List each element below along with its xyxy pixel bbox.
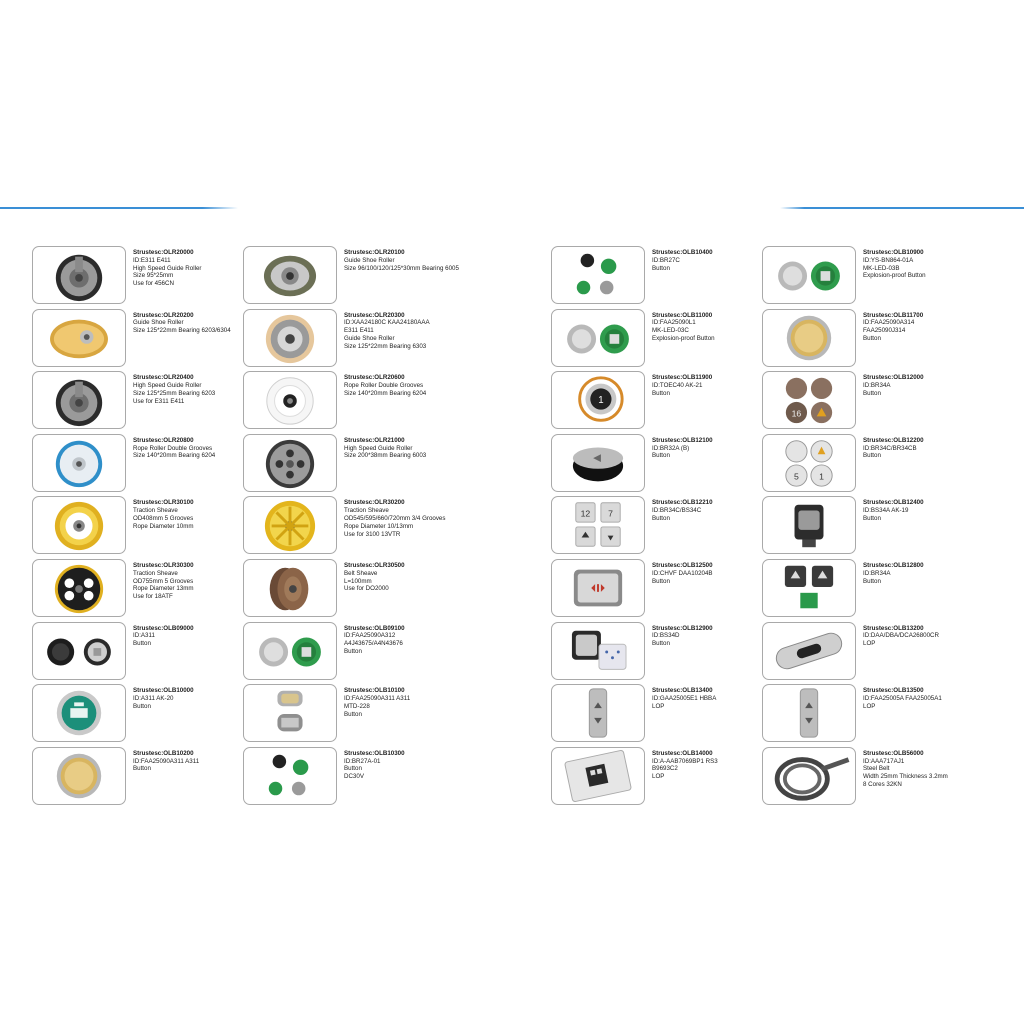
product-details [133, 562, 245, 601]
button-stack-icon [244, 685, 336, 741]
product-spec-line: Use for 456CN [133, 280, 174, 288]
product-spec-line: A4J43675/A4N43676 [344, 640, 403, 648]
product-details [652, 374, 764, 397]
catalog-column [762, 246, 967, 809]
product-spec-line: Button [863, 452, 881, 460]
product-photo [551, 496, 645, 554]
product-spec-line: Button [652, 452, 670, 460]
product-spec-line: Size 96/100/120/125*30mm Bearing 6005 [344, 264, 459, 272]
product-photo [762, 747, 856, 805]
product-code: Strustesc:OLB09100 [344, 624, 405, 632]
button-pcb-icon [244, 623, 336, 679]
small-buttons-icon [552, 247, 644, 303]
product-photo [762, 559, 856, 617]
product-code: Strustesc:OLR20100 [344, 249, 405, 256]
product-spec-line: Button [652, 389, 670, 397]
product-photo [243, 309, 337, 367]
product-code: Strustesc:OLB13400 [652, 687, 713, 695]
product-spec-line: High Speed Guide Roller [133, 381, 202, 389]
product-code: Strustesc:OLB10300 [344, 749, 405, 757]
wired-button-icon [552, 372, 644, 428]
product-spec-line: Use for E311 E411 [133, 397, 185, 405]
catalog-column [551, 246, 756, 809]
product-spec-line: Size 125*22mm Bearing 6303 [344, 342, 427, 350]
product-spec-line: Explosion-proof Button [863, 272, 926, 280]
white-roller-icon [244, 372, 336, 428]
product-code: Strustesc:OLB13500 [863, 687, 924, 695]
product-spec-line: ID:FAA25005A FAA25005A1 [863, 694, 942, 702]
product-code: Strustesc:OLR30100 [133, 499, 194, 507]
product-spec-line: ID:GAA25005E1 HBBA [652, 694, 717, 702]
product-spec-line: Traction Sheave [133, 569, 178, 577]
product-code: Strustesc:OLB10400 [652, 249, 713, 256]
product-item [243, 309, 448, 372]
product-details [863, 312, 975, 343]
product-spec-line: ID:CHVF DAA10204B [652, 569, 713, 577]
product-spec-line: ID:YS-BN864-01A [863, 256, 914, 264]
product-details [133, 687, 245, 710]
product-spec-line: ID:BR27A-01 [344, 757, 381, 765]
product-code: Strustesc:OLB10200 [133, 749, 194, 757]
guide-roller-icon [33, 247, 125, 303]
product-photo [551, 684, 645, 742]
product-photo [243, 747, 337, 805]
product-item [243, 246, 459, 309]
product-spec-line: Use for 3100 13VTR [344, 530, 401, 538]
gold-button-icon [33, 748, 125, 804]
black-sheave-icon [33, 560, 125, 616]
product-item [243, 747, 448, 810]
product-spec-line: Size 140*20mm Bearing 6204 [344, 389, 427, 397]
small-buttons-icon [244, 748, 336, 804]
product-code: Strustesc:OLB12900 [652, 624, 713, 632]
product-spec-line: Rope Roller Double Grooves [133, 444, 213, 452]
product-photo [32, 559, 126, 617]
product-photo [32, 496, 126, 554]
blue-roller-icon [33, 435, 125, 491]
product-details [652, 249, 764, 272]
product-details [863, 374, 975, 397]
product-code: Strustesc:OLR20800 [133, 436, 194, 444]
product-spec-line: Button [652, 640, 670, 648]
product-code: Strustesc:OLB12400 [863, 499, 924, 507]
product-spec-line: High Speed Guide Roller [133, 264, 202, 272]
product-code: Strustesc:OLR20000 [133, 249, 194, 256]
product-item [762, 684, 967, 747]
product-photo [243, 496, 337, 554]
product-item [243, 684, 448, 747]
product-item [762, 622, 967, 685]
product-code: Strustesc:OLR30200 [344, 499, 405, 507]
product-spec-line: Traction Sheave [344, 507, 389, 515]
product-photo [32, 309, 126, 367]
product-photo [762, 496, 856, 554]
product-spec-line: MTD-228 [344, 702, 370, 710]
product-details [344, 437, 456, 460]
product-details [133, 437, 245, 460]
product-item [551, 496, 756, 559]
product-spec-line: 8 Cores 32KN [863, 780, 902, 788]
product-spec-line: Guide Shoe Roller [133, 319, 184, 327]
square-keys-icon [552, 497, 644, 553]
product-spec-line: OD755mm 5 Grooves [133, 577, 194, 585]
product-spec-line: Size 140*20mm Bearing 6204 [133, 452, 216, 460]
product-details [133, 374, 245, 405]
product-spec-line: ID:FAA25090A312 [344, 632, 396, 640]
product-code: Strustesc:OLB10900 [863, 249, 924, 256]
product-item [762, 747, 967, 810]
product-spec-line: Button [652, 264, 670, 272]
yellow-roller-icon [33, 310, 125, 366]
product-spec-line: MK-LED-03C [652, 327, 689, 335]
product-spec-line: ID:A311 AK-20 [133, 694, 174, 702]
product-spec-line: ID:BR34C/BR34CB [863, 444, 917, 452]
gold-button-icon [763, 310, 855, 366]
product-details [863, 562, 975, 585]
lop-vertical-icon [552, 685, 644, 741]
clear-buttons-icon [763, 435, 855, 491]
product-item [32, 371, 237, 434]
product-spec-line: FAA25090J314 [863, 327, 906, 335]
yellow-sheave-icon [244, 497, 336, 553]
black-module-icon [763, 497, 855, 553]
product-details [344, 312, 456, 351]
product-spec-line: E311 E411 [344, 327, 374, 335]
product-details [344, 374, 456, 397]
brown-buttons-icon [763, 372, 855, 428]
green-button-icon [33, 685, 125, 741]
product-details [344, 499, 456, 538]
product-item [551, 559, 756, 622]
catalog-column [243, 246, 459, 809]
product-spec-line: Button [652, 514, 670, 522]
product-code: Strustesc:OLR20200 [133, 311, 194, 319]
product-photo [243, 371, 337, 429]
product-spec-line: LOP [863, 702, 876, 710]
button-pcb-icon [552, 310, 644, 366]
product-spec-line: Rope Diameter 13mm [133, 585, 194, 593]
product-code: Strustesc:OLB12100 [652, 436, 713, 444]
product-code: Strustesc:OLB11700 [863, 311, 924, 319]
product-details [652, 437, 764, 460]
product-spec-line: Button [863, 389, 881, 397]
product-photo [32, 684, 126, 742]
product-details [652, 562, 764, 585]
product-details [344, 625, 456, 656]
product-photo [243, 246, 337, 304]
product-code: Strustesc:OLB14000 [652, 749, 713, 757]
product-item [551, 309, 756, 372]
svg-text:7: 7 [608, 508, 613, 519]
product-spec-line: ID:FAA25090L1 [652, 319, 696, 327]
product-item [32, 559, 237, 622]
product-item [762, 434, 967, 497]
product-photo [762, 309, 856, 367]
product-photo [551, 246, 645, 304]
door-button-icon [552, 560, 644, 616]
button-pair-icon [33, 623, 125, 679]
product-spec-line: High Speed Guide Roller [344, 444, 413, 452]
product-photo [551, 434, 645, 492]
product-code: Strustesc:OLB12200 [863, 436, 924, 444]
product-spec-line: LOP [863, 640, 876, 648]
product-details [863, 687, 975, 710]
product-details [652, 499, 764, 522]
svg-text:5: 5 [794, 471, 799, 482]
traction-sheave-icon [33, 497, 125, 553]
product-spec-line: ID:DAA/DBA/DCA26800CR [863, 632, 939, 640]
product-spec-line: OD545/595/660/720mm 3/4 Grooves [344, 514, 446, 522]
product-details [344, 249, 459, 272]
product-photo [551, 559, 645, 617]
product-details [344, 750, 456, 781]
product-details [652, 625, 764, 648]
product-spec-line: ID:BR32A (B) [652, 444, 690, 452]
button-pcb-icon [763, 247, 855, 303]
product-item [762, 246, 967, 309]
product-photo [551, 747, 645, 805]
arrow-buttons-icon [763, 560, 855, 616]
product-code: Strustesc:OLB10000 [133, 687, 194, 695]
product-code: Strustesc:OLR21000 [344, 436, 405, 444]
header-rule-right [780, 207, 1024, 209]
product-spec-line: Rope Diameter 10mm [133, 522, 194, 530]
product-spec-line: Guide Shoe Roller [344, 334, 395, 342]
lop-plate-icon [552, 748, 644, 804]
product-code: Strustesc:OLR30500 [344, 561, 405, 569]
product-spec-line: ID:TOEC40 AK-21 [652, 381, 703, 389]
product-spec-line: LOP [652, 773, 665, 781]
product-details [863, 249, 975, 280]
round-arrow-button-icon [552, 435, 644, 491]
product-photo [243, 684, 337, 742]
product-item [762, 309, 967, 372]
product-spec-line: MK-LED-03B [863, 264, 900, 272]
product-details [863, 750, 975, 789]
bearing-roller-icon [244, 247, 336, 303]
product-photo [551, 309, 645, 367]
lop-oval-icon [763, 623, 855, 679]
product-spec-line: Button [863, 514, 881, 522]
product-photo [243, 622, 337, 680]
product-item [551, 434, 756, 497]
product-code: Strustesc:OLB12000 [863, 374, 924, 382]
svg-text:12: 12 [580, 508, 591, 519]
product-spec-line: ID:BR34A [863, 381, 891, 389]
product-code: Strustesc:OLB12210 [652, 499, 713, 507]
product-spec-line: ID:FAA25090A311 A311 [133, 757, 200, 765]
product-spec-line: Button [133, 765, 151, 773]
product-spec-line: Button [344, 647, 362, 655]
product-spec-line: Rope Roller Double Grooves [344, 381, 424, 389]
product-spec-line: Button [863, 334, 881, 342]
product-details [652, 312, 764, 343]
product-details [133, 312, 245, 335]
product-spec-line: LOP [652, 702, 665, 710]
product-photo [551, 371, 645, 429]
product-spec-line: Button [133, 702, 151, 710]
belt-sheave-icon [244, 560, 336, 616]
product-spec-line: ID:BR27C [652, 256, 680, 264]
product-details [344, 687, 456, 718]
product-spec-line: Button [133, 640, 151, 648]
header-rule-left [0, 207, 238, 209]
product-spec-line: DC30V [344, 773, 364, 781]
product-item [243, 496, 448, 559]
tan-roller-icon [244, 310, 336, 366]
product-spec-line: Size 125*22mm Bearing 6203/6304 [133, 327, 231, 335]
product-spec-line: ID:A311 [133, 632, 155, 640]
product-item [32, 434, 237, 497]
product-photo [32, 371, 126, 429]
product-spec-line: Steel Belt [863, 765, 890, 773]
product-code: Strustesc:OLR20400 [133, 374, 194, 382]
product-photo [243, 559, 337, 617]
product-photo [762, 684, 856, 742]
product-item [551, 246, 756, 309]
product-code: Strustesc:OLB09000 [133, 624, 194, 632]
product-spec-line: ID:BR34C/BS34C [652, 507, 702, 515]
svg-text:1: 1 [819, 471, 824, 482]
product-details [863, 499, 975, 522]
product-item [762, 496, 967, 559]
product-item [551, 684, 756, 747]
product-item [243, 434, 448, 497]
product-photo [762, 371, 856, 429]
product-photo [762, 622, 856, 680]
product-details [133, 750, 245, 773]
product-photo [32, 246, 126, 304]
svg-text:1: 1 [598, 395, 604, 407]
product-code: Strustesc:OLR20300 [344, 311, 405, 319]
product-spec-line: ID:BS34D [652, 632, 680, 640]
product-details [133, 625, 245, 648]
product-spec-line: Explosion-proof Button [652, 334, 715, 342]
product-photo [762, 434, 856, 492]
steel-belt-icon [763, 748, 855, 804]
product-photo [32, 622, 126, 680]
svg-text:16: 16 [791, 408, 802, 419]
spoked-roller-icon [244, 435, 336, 491]
catalog-column [32, 246, 237, 809]
product-details [863, 437, 975, 460]
product-code: Strustesc:OLB13200 [863, 624, 924, 632]
product-item [243, 559, 448, 622]
product-spec-line: Width 25mm Thickness 3.2mm [863, 773, 948, 781]
product-code: Strustesc:OLB11000 [652, 311, 713, 319]
product-spec-line: Belt Sheave [344, 569, 378, 577]
product-details [652, 750, 764, 781]
product-item [32, 747, 237, 810]
product-spec-line: Button [652, 577, 670, 585]
product-spec-line: Rope Diameter 10/13mm [344, 522, 414, 530]
product-spec-line: B9693C2 [652, 765, 678, 773]
product-spec-line: ID:XAA24180C KAA24180AAA [344, 319, 430, 327]
product-item [762, 371, 967, 434]
product-item [243, 622, 448, 685]
product-spec-line: ID:FAA25090A314 [863, 319, 915, 327]
product-code: Strustesc:OLR20600 [344, 374, 405, 382]
product-code: Strustesc:OLB11900 [652, 374, 713, 382]
product-code: Strustesc:OLB12500 [652, 561, 713, 569]
lop-vertical-icon [763, 685, 855, 741]
square-button-pcb-icon [552, 623, 644, 679]
product-photo [32, 747, 126, 805]
product-code: Strustesc:OLB10100 [344, 687, 405, 695]
product-spec-line: Use for DO2000 [344, 585, 389, 593]
product-spec-line: Traction Sheave [133, 507, 178, 515]
product-item [762, 559, 967, 622]
product-spec-line: Button [344, 765, 362, 773]
product-spec-line: ID:E311 E411 [133, 256, 171, 264]
product-spec-line: ID:FAA25090A311 A311 [344, 694, 411, 702]
product-item [32, 622, 237, 685]
product-spec-line: Use for 18ATF [133, 593, 173, 601]
product-details [652, 687, 764, 710]
product-photo [762, 246, 856, 304]
product-details [133, 249, 245, 288]
product-code: Strustesc:OLR30300 [133, 561, 194, 569]
product-photo [551, 622, 645, 680]
product-item [32, 684, 237, 747]
product-item [243, 371, 448, 434]
product-item [551, 747, 756, 810]
product-details [133, 499, 245, 530]
guide-roller-icon [33, 372, 125, 428]
product-spec-line: ID:BS34A AK-19 [863, 507, 909, 515]
product-spec-line: Button [344, 710, 362, 718]
product-spec-line: Button [863, 577, 881, 585]
product-spec-line: ID:A-AAB7069BP1 RS3 [652, 757, 718, 765]
product-code: Strustesc:OLB12800 [863, 561, 924, 569]
product-item [551, 371, 756, 434]
product-item [551, 622, 756, 685]
product-details [344, 562, 456, 593]
product-spec-line: Size 200*38mm Bearing 6003 [344, 452, 427, 460]
product-item [32, 309, 237, 372]
product-spec-line: L=100mm [344, 577, 372, 585]
product-spec-line: Size 125*25mm Bearing 6203 [133, 389, 216, 397]
product-spec-line: Guide Shoe Roller [344, 256, 395, 264]
product-details [863, 625, 975, 648]
product-code: Strustesc:OLB56000 [863, 749, 924, 757]
product-spec-line: ID:AAA717AJ1 [863, 757, 905, 765]
product-spec-line: Size 95*25mm [133, 272, 174, 280]
product-item [32, 496, 237, 559]
product-spec-line: OD408mm 5 Grooves [133, 514, 194, 522]
product-photo [32, 434, 126, 492]
product-item [32, 246, 237, 309]
product-spec-line: ID:BR34A [863, 569, 891, 577]
product-photo [243, 434, 337, 492]
